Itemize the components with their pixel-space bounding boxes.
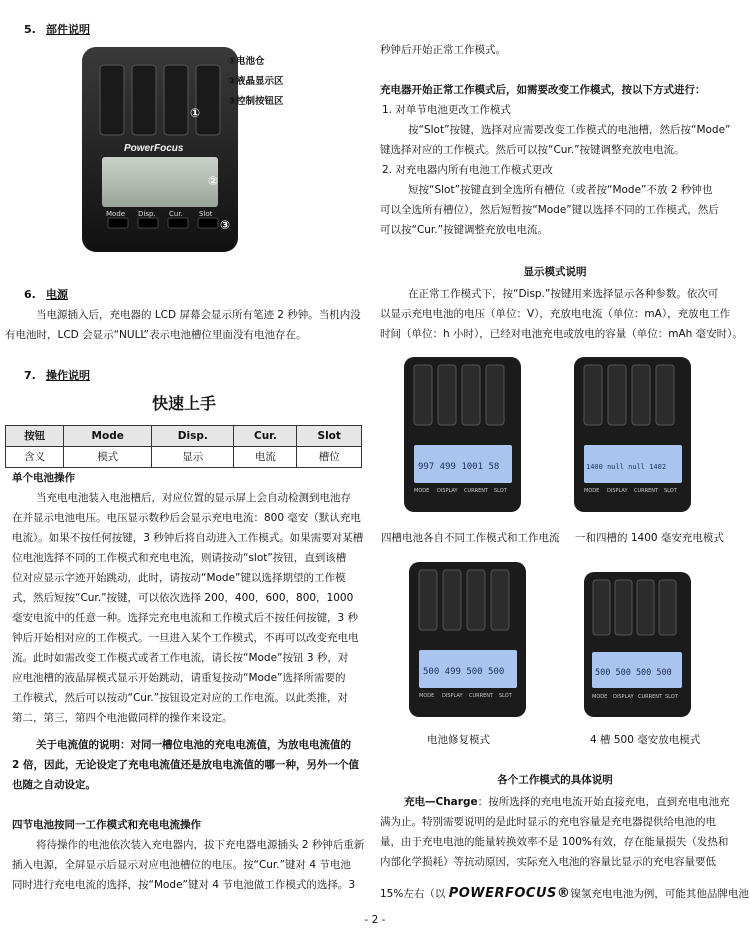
button-label-mode: Mode — [106, 210, 126, 218]
photo-2 — [570, 355, 695, 515]
svg-text:CURRENT: CURRENT — [469, 693, 494, 699]
change-item-1: 1. 对单节电池更改工作模式 — [382, 104, 511, 116]
svg-text:MODE: MODE — [414, 488, 430, 494]
parts-legend: ①电池仓 ②液晶显示区 ③控制按钮区 — [228, 56, 284, 107]
single-battery-title: 单个电池操作 — [12, 472, 75, 484]
svg-text:DISPLAY: DISPLAY — [437, 488, 458, 494]
current-note: 关于电流值的说明：对同一槽位电池的充电电流值，为放电电流值的 2 倍，因此，无论设定了充电电流值还是放电电流值的哪一种，另外一个值 也随之自动设定。 — [12, 739, 359, 791]
single-battery-paragraph: 当充电电池装入电池槽后，对应位置的显示屏上会自动检测到电池存 在并显示电池电压。电压显示数秒后会显示充电电流：800 毫安（默认充电 电流）。如果不按任何按键，3 秒钟后将自动进入工作模式。如果需要对某槽 位电池选择不同的工作模式和充电电流，则请按动“slot”按钮，直到该槽 位对应显示字迹开始跳动，此时，请按动“Mode”键以选择期望的工作模 式，然后短按“Cur.”按键，可以依次选择 200，400，600，800，1000 毫安电流中的任意一种。选择完充电电流和工作模式后不按任何按键，3 秒 钟后开始相对应的工作模式。一旦进入某个工作模式，不再可以改变充电电 流。此时如需改变工作模式或者工作电流，请长按“Mode”按钮 3 秒，对 应电池槽的液晶屏模式显示开始跳动，请重复按动“Mode”选择所需要的 工作模式，然后可以按动“Cur.”按钮设定对应的工作电流。以此类推，对 第二，第三，第四个电池做同样的操作来设定。 — [12, 492, 364, 724]
table-header-row: 按钮 Mode Disp. Cur. Slot — [6, 426, 362, 447]
svg-text:DISPLAY: DISPLAY — [607, 488, 628, 494]
lcd-readout: 1400 null null 1402 — [586, 463, 667, 471]
svg-text:SLOT: SLOT — [664, 488, 677, 494]
callout-2: ② — [208, 174, 219, 188]
svg-text:MODE: MODE — [592, 694, 608, 700]
button-label-cur: Cur. — [169, 210, 183, 218]
four-battery-paragraph: 将待操作的电池依次装入充电器内，拔下充电器电源插头 2 秒钟后重新 插入电源，全屏显示后显示对应电池槽位的电压。按“Cur.”键对 4 节电池 同时进行充电电流的选择，按“Mode”键对 4 节电池做工作模式的选择。3 — [12, 839, 365, 891]
change-mode-title: 充电器开始正常工作模式后，如需要改变工作模式，按以下方式进行： — [380, 84, 706, 96]
svg-text:CURRENT: CURRENT — [464, 488, 489, 494]
photo-4-caption: 4 槽 500 毫安放电模式 — [590, 734, 701, 746]
button-table — [5, 425, 362, 468]
charge-mode-last-line: 15%左右（以 POWERFOCUS®镍氢充电电池为例，可能其他品牌电池 — [380, 886, 749, 901]
charge-mode-paragraph: 充电—Charge：按所选择的充电电流开始直接充电，直到充电电池充 满为止。特别需要说明的是此时显示的充电容量是充电器提供给电池的电 量，由于充电电池的能量转换效率不是 100%有效，存在能量损失（发热和 内部化学损耗）等抗动原因，实际充入电池的容量比显示的充电容量要低 — [380, 796, 730, 868]
right-top-line: 秒钟后开始正常工作模式。 — [380, 44, 506, 56]
photo-3 — [405, 560, 530, 720]
change-item-2: 2. 对充电器内所有电池工作模式更改 — [382, 164, 553, 176]
callout-3: ③ — [220, 218, 231, 232]
power-paragraph: 当电源插入后，充电器的 LCD 屏幕会显示所有笔迹 2 秒钟。当机内没 有电池时，LCD 会显示“NULL”表示电池槽位里面没有电池存在。 — [5, 309, 361, 341]
button-label-slot: Slot — [199, 210, 213, 218]
change-item-1-text: 按“Slot”按键，选择对应需要改变工作模式的电池槽，然后按“Mode” 键选择对应的工作模式。然后可以按“Cur.”按键调整充放电电流。 — [380, 124, 731, 156]
photo-1 — [400, 355, 525, 515]
page-number: - 2 - — [364, 914, 386, 926]
photo-3-caption: 电池修复模式 — [427, 734, 490, 746]
svg-text:MODE: MODE — [419, 693, 435, 699]
photo-2-caption: 一和四槽的 1400 毫安充电模式 — [575, 532, 724, 544]
photo-4 — [580, 570, 695, 720]
svg-text:DISPLAY: DISPLAY — [442, 693, 463, 699]
svg-text:CURRENT: CURRENT — [634, 488, 659, 494]
svg-text:SLOT: SLOT — [494, 488, 507, 494]
modes-title: 各个工作模式的具体说明 — [497, 774, 613, 786]
section-7-heading: 7. 操作说明 — [24, 369, 90, 382]
display-mode-paragraph: 在正常工作模式下，按“Disp.”按键用来选择显示各种参数。依次可 以显示充电电池的电压（单位：V），充放电电流（单位：mA），充放电工作 时间（单位：h 小时），已经对电池充电或放电的容量（单位：mAh 毫安时）。 — [380, 288, 743, 340]
button-label-disp: Disp. — [138, 210, 156, 218]
section-6-heading: 6. 电源 — [24, 288, 68, 301]
display-mode-title: 显示模式说明 — [523, 266, 587, 278]
svg-text:SLOT: SLOT — [499, 693, 512, 699]
charger-illustration — [80, 45, 240, 255]
lcd-screen — [102, 157, 218, 207]
section-5-heading: 5. 部件说明 — [24, 23, 90, 36]
brand-logo: POWERFOCUS® — [448, 886, 571, 901]
table-row: 含义 模式 显示 电流 槽位 — [6, 447, 362, 468]
callout-1: ① — [190, 106, 201, 120]
svg-text:DISPLAY: DISPLAY — [613, 694, 634, 700]
photo-1-caption: 四槽电池各自不同工作模式和工作电流 — [381, 532, 560, 544]
change-item-2-text: 短按“Slot”按键直到全选所有槽位（或者按“Mode”不放 2 秒钟也 可以全选所有槽位），然后短暂按“Mode”键以选择不同的工作模式，然后 可以按“Cur.”按键调整充放电电流。 — [380, 184, 719, 236]
device-brand: PowerFocus — [124, 143, 184, 154]
quick-start-title: 快速上手 — [151, 394, 216, 413]
svg-text:CURRENT: CURRENT — [638, 694, 663, 700]
four-battery-title: 四节电池按同一工作模式和充电电流操作 — [12, 819, 201, 831]
svg-text:SLOT: SLOT — [665, 694, 678, 700]
lcd-readout: 500 500 500 500 — [595, 668, 672, 678]
svg-text:MODE: MODE — [584, 488, 600, 494]
lcd-readout: 997 499 1001 58 — [418, 462, 500, 472]
lcd-readout: 500 499 500 500 — [423, 667, 505, 677]
